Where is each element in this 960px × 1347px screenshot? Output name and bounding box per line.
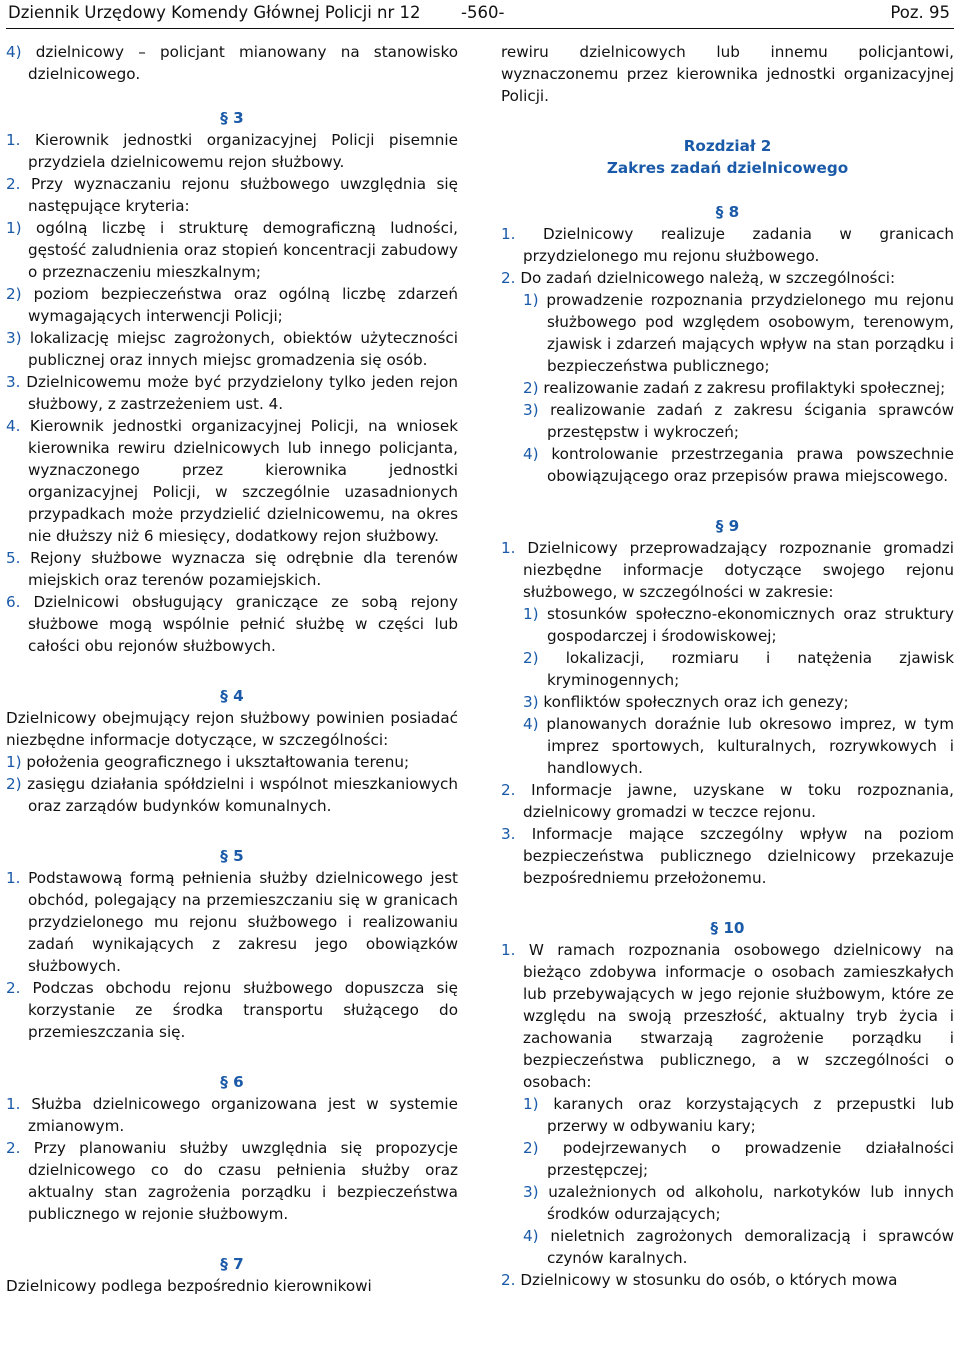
list-item: 1) ogólną liczbę i strukturę demograficzną ludności, gęstość zaludnienia oraz stopień koncentracji zabudowy o przeznaczeniu mieszkalnym; [6,219,458,281]
list-number: 3. [501,825,516,843]
paragraph: 4) dzielnicowy – policjant mianowany na stanowisko dzielnicowego. [6,43,458,83]
chapter-title: Zakres zadań dzielnicowego [606,159,849,177]
left-column [6,41,458,1297]
paragraph: 4. Kierownik jednostki organizacyjnej Policji, na wniosek kierownika rewiru dzielnicowych lub innego policjanta, wyznaczonego przez kierownika jednostki organizacyjnej Policji, w szczególnie uzasadnionych przypadkach może przydzielić dzielnicowemu, na okres nie dłuższy niż 6 miesięcy, dodatkowy rejon służbowy. [6,417,458,545]
paragraph: 2. Przy planowaniu służby uwzględnia się propozycje dzielnicowego co do czasu pełnienia służby oraz aktualny stan zagrożenia porządku i bezpieczeństwa publicznego w rejonie służbowym. [6,1139,458,1223]
paragraph: 2. Informacje jawne, uzyskane w toku rozpoznania, dzielnicowy gromadzi w teczce rejonu. [501,781,954,821]
list-item: 3) konfliktów społecznych oraz ich genezy; [523,693,849,711]
list-number: 1) [523,605,539,623]
paragraph: Dzielnicowy obejmujący rejon służbowy powinien posiadać niezbędne informacje dotyczące, w szczególności: [6,709,458,749]
paragraph: 1. Podstawową formą pełnienia służby dzielnicowego jest obchód, polegający na przemieszczaniu się w granicach przydzielonego mu rejonu służbowego i realizowaniu zadań wynikających z zakresu jego obowiązków służbowych. [6,869,458,975]
list-item: 1) karanych oraz korzystających z przepustki lub przerwy w odbywaniu kary; [523,1095,954,1135]
list-number: 4) [523,445,539,463]
list-item: 1) prowadzenie rozpoznania przydzielonego mu rejonu służbowego pod względem osobowym, terenowym, zjawisk i zdarzeń mających wpływ na stan porządku i bezpieczeństwa publicznego; [523,291,954,375]
list-number: 2) [6,285,22,303]
list-number: 1) [523,291,539,309]
list-number: 3) [523,401,539,419]
paragraph: 2. Dzielnicowy w stosunku do osób, o których mowa [501,1271,898,1289]
list-item: 2) realizowanie zadań z zakresu profilaktyki społecznej; [523,379,946,397]
list-number: 3. [6,373,21,391]
paragraph: rewiru dzielnicowych lub innemu policjantowi, wyznaczonemu przez kierownika jednostki organizacyjnej Policji. [501,43,954,105]
section-heading: § 5 [220,847,244,865]
paragraph: 6. Dzielnicowi obsługujący graniczące ze sobą rejony służbowe mogą wspólnie pełnić służbę w części lub całości obu rejonów służbowych. [6,593,458,655]
list-number: 2. [501,1271,516,1289]
paragraph: 2. Do zadań dzielnicowego należą, w szczególności: [501,269,896,287]
list-number: 2) [523,649,539,667]
paragraph: 5. Rejony służbowe wyznacza się odrębnie dla terenów miejskich oraz terenów pozamiejskich. [6,549,458,589]
paragraph: 1. Dzielnicowy przeprowadzający rozpoznanie gromadzi niezbędne informacje dotyczące swojego rejonu służbowego, w szczególności w zakresie: [501,539,954,601]
paragraph: 1. Dzielnicowy realizuje zadania w granicach przydzielonego mu rejonu służbowego. [501,225,954,265]
running-header [6,0,954,29]
section-heading: § 4 [220,687,244,705]
chapter-heading: Rozdział 2 [683,137,772,155]
section-heading: § 6 [220,1073,244,1091]
list-item: 4) nieletnich zagrożonych demoralizacją i sprawców czynów karalnych. [523,1227,954,1267]
list-number: 2. [6,1139,21,1157]
list-item: 1) stosunków społeczno-ekonomicznych oraz struktury gospodarczej i środowiskowej; [523,605,954,645]
list-number: 4) [6,43,22,61]
section-heading: § 9 [715,517,740,535]
list-item: 3) uzależnionych od alkoholu, narkotyków lub innych środków odurzających; [523,1183,954,1223]
section-heading: § 8 [715,203,740,221]
list-number: 3) [523,693,539,711]
list-number: 3) [523,1183,539,1201]
list-item: 3) lokalizację miejsc zagrożonych, obiektów użyteczności publicznej oraz innych miejsc gromadzenia się osób. [6,329,458,369]
paragraph: 3. Dzielnicowemu może być przydzielony tylko jeden rejon służbowy, z zastrzeżeniem ust. 4. [6,373,458,413]
list-item: 1) położenia geograficznego i ukształtowania terenu; [6,753,410,771]
list-number: 2) [523,379,539,397]
list-number: 1) [523,1095,539,1113]
paragraph: Dzielnicowy podlega bezpośrednio kierownikowi [6,1277,372,1295]
list-item: 3) realizowanie zadań z zakresu ścigania sprawców przestępstw i wykroczeń; [523,401,954,441]
section-heading: § 3 [220,109,244,127]
right-column [501,41,954,1291]
list-number: 2. [501,781,516,799]
list-number: 2) [6,775,22,793]
list-number: 3) [6,329,22,347]
list-number: 4) [523,1227,539,1245]
list-number: 2. [6,979,21,997]
list-number: 2. [501,269,516,287]
journal-title: Dziennik Urzędowy Komendy Głównej Policji nr 12 [8,3,421,22]
list-item: 2) zasięgu działania spółdzielni i wspólnot mieszkaniowych oraz zarządów budynków komunalnych. [6,775,458,815]
position-number: Poz. 95 [890,3,950,22]
list-number: 5. [6,549,21,567]
list-number: 1. [501,225,516,243]
list-item: 2) podejrzewanych o prowadzenie działalności przestępczej; [523,1139,954,1179]
paragraph: 3. Informacje mające szczególny wpływ na poziom bezpieczeństwa publicznego dzielnicowy przekazuje bezpośredniemu przełożonemu. [501,825,954,887]
list-number: 4) [523,715,539,733]
section-heading: § 10 [710,919,745,937]
list-number: 1. [501,539,516,557]
paragraph: 1. Kierownik jednostki organizacyjnej Policji pisemnie przydziela dzielnicowemu rejon służbowy. [6,131,458,171]
list-number: 1. [6,869,21,887]
list-item: 2) lokalizacji, rozmiaru i natężenia zjawisk kryminogennych; [523,649,954,689]
list-number: 1. [6,1095,21,1113]
list-item: 4) kontrolowanie przestrzegania prawa powszechnie obowiązującego oraz przepisów prawa miejscowego. [523,445,954,485]
list-number: 2. [6,175,21,193]
list-item: 2) poziom bezpieczeństwa oraz ogólną liczbę zdarzeń wymagających interwencji Policji; [6,285,458,325]
paragraph: 1. W ramach rozpoznania osobowego dzielnicowy na bieżąco zdobywa informacje o osobach zamieszkałych lub przebywających w jego rejonie służbowym, które ze względu na swoją przeszłość, aktualny tryb życia i zachowania stwarzają zagrożenie porządku i bezpieczeństwa publicznego, a w szczególności o osobach: [501,941,954,1091]
list-number: 1) [6,753,22,771]
paragraph: 2. Podczas obchodu rejonu służbowego dopuszcza się korzystanie ze środka transportu służącego do przemieszczania się. [6,979,458,1041]
paragraph: 2. Przy wyznaczaniu rejonu służbowego uwzględnia się następujące kryteria: [6,175,458,215]
list-number: 1) [6,219,22,237]
page-number: -560- [461,3,505,22]
section-heading: § 7 [220,1255,244,1273]
list-number: 2) [523,1139,539,1157]
list-number: 1. [6,131,21,149]
list-item: 4) planowanych doraźnie lub okresowo imprez, w tym imprez sportowych, kulturalnych, rozrywkowych i handlowych. [523,715,954,777]
list-number: 6. [6,593,21,611]
paragraph: 1. Służba dzielnicowego organizowana jest w systemie zmianowym. [6,1095,458,1135]
list-number: 1. [501,941,516,959]
list-number: 4. [6,417,21,435]
